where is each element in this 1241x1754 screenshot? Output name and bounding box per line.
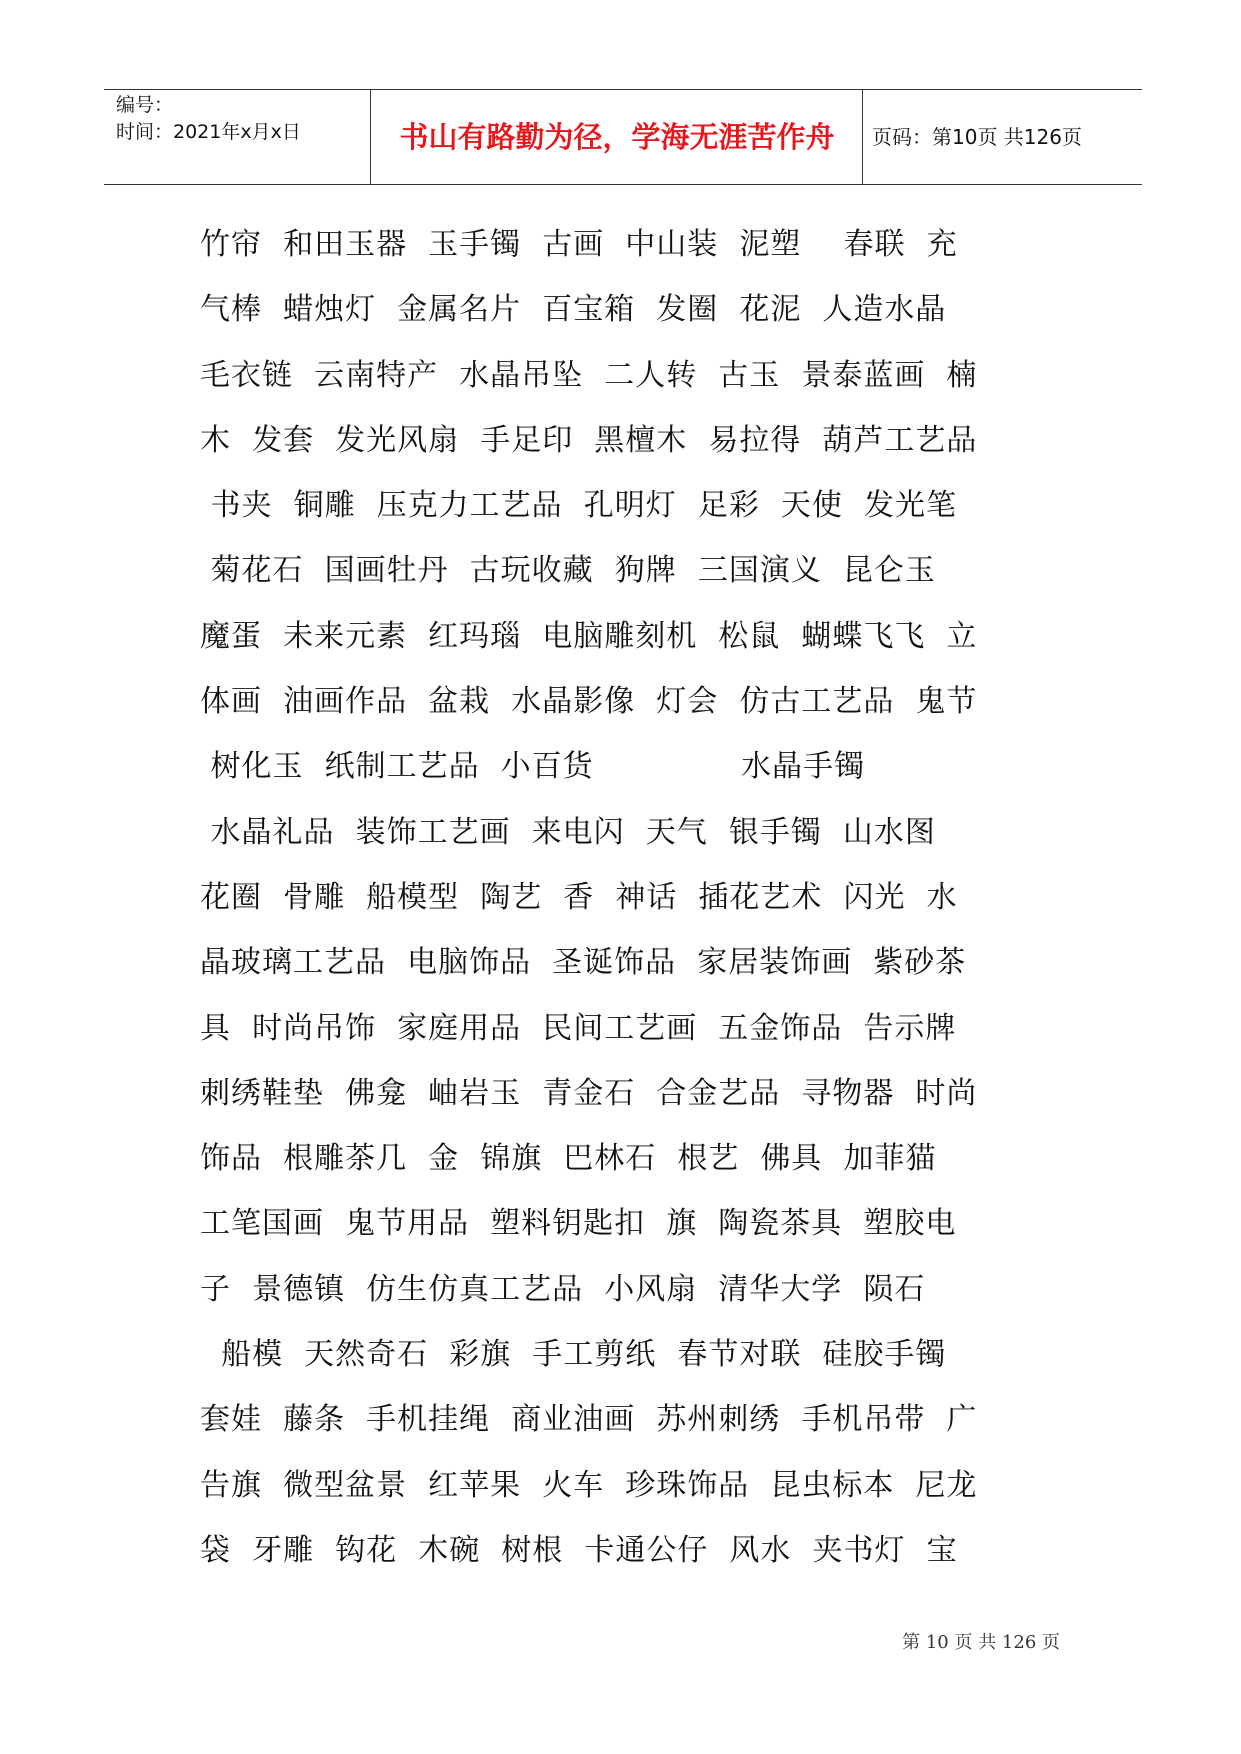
body-line: 树化玉 纸制工艺品 小百货 水晶手镯: [200, 749, 866, 785]
body-line: 竹帘 和田玉器 玉手镯 古画 中山装 泥塑 春联 充: [200, 227, 958, 262]
body-line: 木 发套 发光风扇 手足印 黑檀木 易拉得 葫芦工艺品: [200, 422, 978, 458]
header-page-info: 页码：第10页 共126页: [872, 125, 1082, 149]
body-line: 水晶礼品 装饰工艺画 来电闪 天气 银手镯 山水图: [200, 814, 936, 850]
body-line: 船模 天然奇石 彩旗 手工剪纸 春节对联 硅胶手镯: [200, 1337, 947, 1373]
body-line: 子 景德镇 仿生仿真工艺品 小风扇 清华大学 陨石: [200, 1271, 926, 1307]
body-line: 魔蛋 未来元素 红玛瑙 电脑雕刻机 松鼠 蝴蝶飞飞 立: [200, 618, 978, 654]
body-line: 体画 油画作品 盆栽 水晶影像 灯会 仿古工艺品 鬼节: [200, 684, 978, 720]
page-header: [104, 89, 1142, 185]
body-line: 具 时尚吊饰 家庭用品 民间工艺画 五金饰品 告示牌: [200, 1010, 957, 1046]
body-line: 书夹 铜雕 压克力工艺品 孔明灯 足彩 天使 发光笔: [200, 488, 957, 524]
body-line: 套娃 藤条 手机挂绳 商业油画 苏州刺绣 手机吊带 广: [200, 1402, 978, 1438]
header-divider-right: [862, 90, 863, 184]
document-body: [200, 212, 1060, 1583]
body-line: 毛衣链 云南特产 水晶吊坠 二人转 古玉 景泰蓝画 楠: [200, 357, 978, 393]
body-line: 晶玻璃工艺品 电脑饰品 圣诞饰品 家居装饰画 紫砂茶: [200, 945, 967, 981]
header-divider-left: [370, 90, 371, 184]
body-line: 袋 牙雕 钩花 木碗 树根 卡通公仔 风水 夹书灯 宝: [200, 1532, 958, 1568]
serial-number-label: 编号：: [116, 94, 174, 116]
body-line: 工笔国画 鬼节用品 塑料钥匙扣 旗 陶瓷茶具 塑胶电: [200, 1206, 957, 1242]
body-line: 告旗 微型盆景 红苹果 火车 珍珠饰品 昆虫标本 尼龙: [200, 1467, 978, 1503]
header-meta: [116, 92, 366, 146]
page-footer: 第 10 页 共 126 页: [902, 1632, 1060, 1653]
body-line: 刺绣鞋垫 佛龛 岫岩玉 青金石 合金艺品 寻物器 时尚: [200, 1075, 978, 1111]
header-motto: 书山有路勤为径，学海无涯苦作舟: [399, 120, 835, 154]
time-label: 时间：2021年x月x日: [116, 121, 301, 143]
body-line: 菊花石 国画牡丹 古玩收藏 狗牌 三国演义 昆仑玉: [200, 553, 936, 589]
body-line: 饰品 根雕茶几 金 锦旗 巴林石 根艺 佛具 加菲猫: [200, 1141, 937, 1177]
body-line: 气棒 蜡烛灯 金属名片 百宝箱 发圈 花泥 人造水晶: [200, 292, 947, 328]
body-line: 花圈 骨雕 船模型 陶艺 香 神话 插花艺术 闪光 水: [200, 879, 958, 915]
